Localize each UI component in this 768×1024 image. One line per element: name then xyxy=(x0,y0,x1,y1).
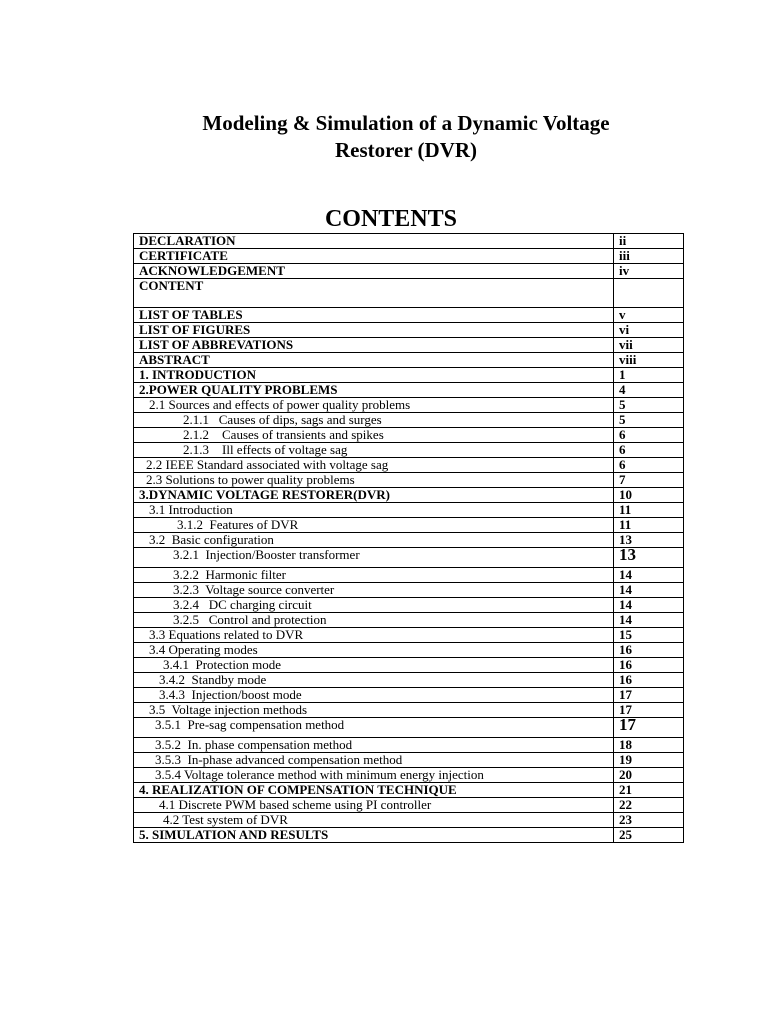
toc-entry-page: 25 xyxy=(614,828,684,843)
toc-row xyxy=(134,718,684,738)
toc-entry-page: 21 xyxy=(614,783,684,798)
toc-entry-page: 1 xyxy=(614,368,684,383)
toc-row xyxy=(134,458,684,473)
toc-row xyxy=(134,249,684,264)
toc-row xyxy=(134,568,684,583)
toc-row xyxy=(134,473,684,488)
toc-entry-page: ii xyxy=(614,234,684,249)
toc-entry-label: DECLARATION xyxy=(134,234,614,249)
toc-entry-label: 3.2.3 Voltage source converter xyxy=(134,583,614,598)
toc-row xyxy=(134,583,684,598)
toc-entry-page: vii xyxy=(614,338,684,353)
toc-entry-label: 3.2 Basic configuration xyxy=(134,533,614,548)
toc-entry-page: 11 xyxy=(614,503,684,518)
toc-entry-label: 4.2 Test system of DVR xyxy=(134,813,614,828)
toc-entry-label: 3.2.2 Harmonic filter xyxy=(134,568,614,583)
toc-entry-page: iii xyxy=(614,249,684,264)
toc-entry-page: 5 xyxy=(614,398,684,413)
toc-entry-page: 14 xyxy=(614,583,684,598)
toc-row xyxy=(134,413,684,428)
toc-entry-page: 11 xyxy=(614,518,684,533)
toc-entry-label: 1. INTRODUCTION xyxy=(134,368,614,383)
toc-row xyxy=(134,488,684,503)
toc-entry-label: 2.3 Solutions to power quality problems xyxy=(134,473,614,488)
toc-row xyxy=(134,353,684,368)
title-line-1: Modeling & Simulation of a Dynamic Voltage xyxy=(202,111,610,135)
toc-row xyxy=(134,503,684,518)
toc-entry-page xyxy=(614,279,684,308)
toc-entry-label: 3.5.4 Voltage tolerance method with minimum energy injection xyxy=(134,768,614,783)
table-of-contents xyxy=(133,233,684,843)
toc-entry-label: 2.1 Sources and effects of power quality problems xyxy=(134,398,614,413)
toc-row xyxy=(134,828,684,843)
toc-entry-label: 2.2 IEEE Standard associated with voltage sag xyxy=(134,458,614,473)
toc-entry-label: 3.5.2 In. phase compensation method xyxy=(134,738,614,753)
toc-entry-label: 3.4 Operating modes xyxy=(134,643,614,658)
toc-row xyxy=(134,613,684,628)
toc-row xyxy=(134,703,684,718)
toc-row xyxy=(134,658,684,673)
toc-entry-label: ABSTRACT xyxy=(134,353,614,368)
toc-entry-page: viii xyxy=(614,353,684,368)
toc-row xyxy=(134,598,684,613)
toc-entry-page: 23 xyxy=(614,813,684,828)
toc-row xyxy=(134,738,684,753)
toc-row xyxy=(134,768,684,783)
toc-entry-page: 13 xyxy=(614,548,684,568)
toc-row xyxy=(134,368,684,383)
toc-entry-label: 3.4.2 Standby mode xyxy=(134,673,614,688)
toc-entry-label: 3.3 Equations related to DVR xyxy=(134,628,614,643)
toc-entry-label: 3.2.1 Injection/Booster transformer xyxy=(134,548,614,568)
toc-entry-page: 10 xyxy=(614,488,684,503)
toc-row xyxy=(134,323,684,338)
toc-row xyxy=(134,279,684,308)
toc-row xyxy=(134,798,684,813)
toc-row xyxy=(134,308,684,323)
toc-row xyxy=(134,548,684,568)
toc-entry-label: 2.1.3 Ill effects of voltage sag xyxy=(134,443,614,458)
toc-entry-page: 6 xyxy=(614,458,684,473)
toc-entry-label: LIST OF ABBREVATIONS xyxy=(134,338,614,353)
toc-entry-label: 3.2.5 Control and protection xyxy=(134,613,614,628)
toc-entry-page: 15 xyxy=(614,628,684,643)
toc-entry-label: 3.2.4 DC charging circuit xyxy=(134,598,614,613)
toc-row xyxy=(134,533,684,548)
toc-row xyxy=(134,264,684,279)
toc-entry-page: 14 xyxy=(614,613,684,628)
toc-row xyxy=(134,643,684,658)
toc-entry-label: 5. SIMULATION AND RESULTS xyxy=(134,828,614,843)
toc-entry-label: CERTIFICATE xyxy=(134,249,614,264)
toc-row xyxy=(134,688,684,703)
toc-entry-page: iv xyxy=(614,264,684,279)
toc-entry-label: 3.1 Introduction xyxy=(134,503,614,518)
toc-row xyxy=(134,428,684,443)
toc-row xyxy=(134,234,684,249)
toc-entry-label: 4.1 Discrete PWM based scheme using PI controller xyxy=(134,798,614,813)
toc-entry-label: LIST OF TABLES xyxy=(134,308,614,323)
toc-entry-label: 3.DYNAMIC VOLTAGE RESTORER(DVR) xyxy=(134,488,614,503)
toc-row xyxy=(134,398,684,413)
toc-entry-label: 2.1.1 Causes of dips, sags and surges xyxy=(134,413,614,428)
document-title xyxy=(130,110,682,164)
toc-entry-label: ACKNOWLEDGEMENT xyxy=(134,264,614,279)
toc-row xyxy=(134,383,684,398)
toc-entry-page: 18 xyxy=(614,738,684,753)
toc-entry-page: 17 xyxy=(614,688,684,703)
toc-row xyxy=(134,628,684,643)
toc-entry-page: 6 xyxy=(614,443,684,458)
toc-entry-page: 17 xyxy=(614,718,684,738)
toc-entry-page: 16 xyxy=(614,673,684,688)
toc-entry-label: 4. REALIZATION OF COMPENSATION TECHNIQUE xyxy=(134,783,614,798)
toc-row xyxy=(134,813,684,828)
toc-row xyxy=(134,338,684,353)
toc-entry-page: vi xyxy=(614,323,684,338)
toc-entry-label: 3.1.2 Features of DVR xyxy=(134,518,614,533)
toc-row xyxy=(134,753,684,768)
contents-heading: CONTENTS xyxy=(324,206,458,232)
toc-row xyxy=(134,443,684,458)
toc-entry-page: 6 xyxy=(614,428,684,443)
toc-row xyxy=(134,673,684,688)
title-line-2: Restorer (DVR) xyxy=(334,138,478,162)
toc-entry-page: 14 xyxy=(614,568,684,583)
toc-entry-page: 4 xyxy=(614,383,684,398)
toc-entry-page: 13 xyxy=(614,533,684,548)
toc-entry-page: 7 xyxy=(614,473,684,488)
toc-body xyxy=(134,234,684,843)
toc-entry-page: v xyxy=(614,308,684,323)
toc-entry-label: CONTENT xyxy=(134,279,614,308)
toc-entry-page: 14 xyxy=(614,598,684,613)
toc-entry-label: 3.4.1 Protection mode xyxy=(134,658,614,673)
toc-row xyxy=(134,783,684,798)
toc-entry-label: 3.5.3 In-phase advanced compensation method xyxy=(134,753,614,768)
toc-entry-page: 20 xyxy=(614,768,684,783)
toc-entry-label: 3.5.1 Pre-sag compensation method xyxy=(134,718,614,738)
toc-entry-label: 2.1.2 Causes of transients and spikes xyxy=(134,428,614,443)
toc-entry-label: LIST OF FIGURES xyxy=(134,323,614,338)
toc-entry-label: 2.POWER QUALITY PROBLEMS xyxy=(134,383,614,398)
toc-entry-page: 19 xyxy=(614,753,684,768)
toc-entry-page: 17 xyxy=(614,703,684,718)
toc-entry-label: 3.5 Voltage injection methods xyxy=(134,703,614,718)
toc-entry-page: 16 xyxy=(614,643,684,658)
toc-entry-page: 22 xyxy=(614,798,684,813)
toc-entry-label: 3.4.3 Injection/boost mode xyxy=(134,688,614,703)
toc-entry-page: 16 xyxy=(614,658,684,673)
toc-row xyxy=(134,518,684,533)
toc-entry-page: 5 xyxy=(614,413,684,428)
